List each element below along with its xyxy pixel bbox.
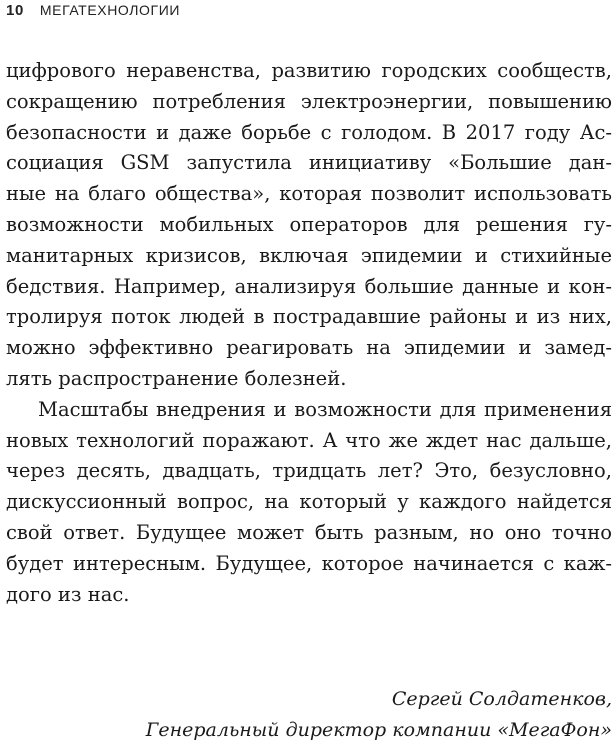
text-line: тролируя поток людей в пострадавшие районы и из них,	[6, 305, 612, 329]
text-line: Масштабы внедрения и возможности для применения	[38, 397, 612, 421]
text-line: лять распространение болезней.	[6, 366, 347, 390]
text-line: можно эффективно реагировать на эпидемии и замед-	[6, 336, 612, 360]
text-line: ные на благо общества», которая позволит использовать	[6, 182, 612, 206]
paragraph-1	[6, 56, 612, 395]
signature	[12, 684, 612, 746]
text-line: социация GSM запустила инициативу «Большие дан-	[6, 151, 612, 175]
text-line: манитарных кризисов, включая эпидемии и стихийные	[6, 243, 612, 267]
text-line: сокращению потребления электроэнергии, повышению	[6, 89, 612, 113]
running-header	[6, 0, 180, 20]
text-line: дискуссионный вопрос, на который у каждого найдется	[6, 490, 612, 514]
text-line: свой ответ. Будущее может быть разным, но оно точно	[6, 520, 612, 544]
page-number: 10	[6, 1, 24, 19]
text-line: возможности мобильных операторов для решения гу-	[6, 212, 612, 236]
text-line: будет интересным. Будущее, которое начинается с каж-	[6, 551, 612, 575]
text-line: новых технологий поражают. А что же ждет нас дальше,	[6, 428, 612, 452]
text-line: цифрового неравенства, развитию городских сообществ,	[6, 59, 612, 82]
body-text	[6, 56, 612, 610]
text-line: дого из нас.	[6, 582, 130, 606]
signature-name: Сергей Солдатенков,	[391, 688, 612, 710]
text-line: бедствия. Например, анализируя большие данные и кон-	[6, 274, 612, 298]
text-line: безопасности и даже борьбе с голодом. В 2017 году Ас-	[6, 120, 612, 144]
signature-position: Генеральный директор компании «МегаФон»	[145, 719, 612, 741]
paragraph-2	[6, 395, 612, 611]
text-line: через десять, двадцать, тридцать лет? Это, безусловно,	[6, 459, 612, 483]
running-title: МЕГАТЕХНОЛОГИИ	[39, 2, 181, 18]
